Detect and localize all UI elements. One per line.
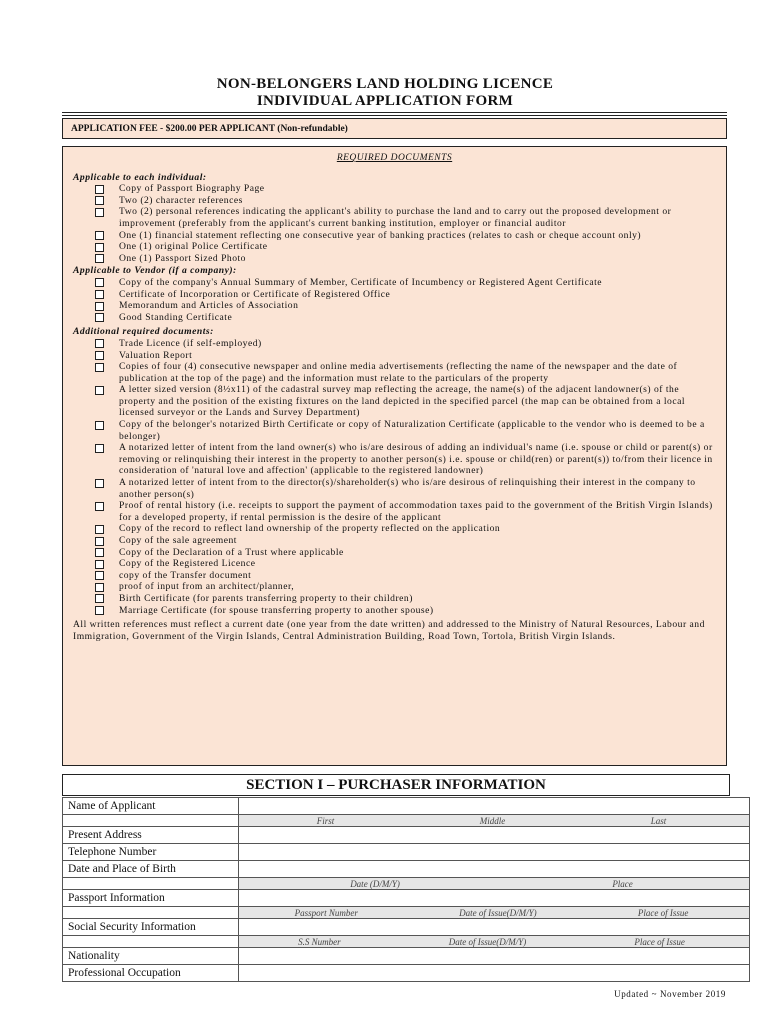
label-nationality: Nationality xyxy=(63,948,239,965)
checklist-item xyxy=(95,500,716,523)
sub-middle: Middle xyxy=(479,815,506,826)
checkbox[interactable] xyxy=(95,196,104,205)
sub-first: First xyxy=(316,815,335,826)
checklist-item-text: A notarized letter of intent from the land owner(s) who is/are desirous of adding an individual's name (i.e. spouse or child or parent(s) or removing or relinquishing their interest in the property to another person(s) i.e. spouse or child(ren) or parent(s)) to/from their licence in consideration of 'natural love and affection' (applicable to the registered landowner) xyxy=(119,442,713,477)
checklist-item xyxy=(95,230,716,242)
checkbox[interactable] xyxy=(95,339,104,348)
sub-passport-place: Place of Issue xyxy=(637,907,689,918)
row-passport xyxy=(63,890,750,907)
row-address xyxy=(63,827,750,844)
checklist-item xyxy=(95,206,716,229)
field-occupation[interactable] xyxy=(239,965,750,982)
checklist-item-text: Copy of the company's Annual Summary of Member, Certificate of Incumbency or Registered Agent Certificate xyxy=(119,276,603,288)
checklist-item xyxy=(95,350,716,362)
field-nationality[interactable] xyxy=(239,948,750,965)
checklist-item-text: One (1) Passport Sized Photo xyxy=(119,252,246,264)
checklist-item xyxy=(95,419,716,442)
label-dob: Date and Place of Birth xyxy=(63,861,239,878)
group-individual-list xyxy=(73,183,716,264)
checklist-item xyxy=(95,593,716,605)
row-dob xyxy=(63,861,750,878)
checklist-item-text: Marriage Certificate (for spouse transferring property to another spouse) xyxy=(119,604,434,616)
checkbox[interactable] xyxy=(95,185,104,194)
group-additional-label: Additional required documents: xyxy=(73,326,214,338)
checklist-item-text: Two (2) personal references indicating the applicant's ability to purchase the land and to carry out the proposed development or improvement (preferably from the applicant's current banking institution, employer or financial auditor xyxy=(119,206,672,229)
application-fee-box: APPLICATION FEE - $200.00 PER APPLICANT (Non-refundable) xyxy=(62,118,727,139)
checklist-item xyxy=(95,570,716,582)
group-additional-list xyxy=(73,338,716,616)
field-address[interactable] xyxy=(239,827,750,844)
group-individual-label: Applicable to each individual: xyxy=(73,171,207,183)
checklist-item xyxy=(95,384,716,419)
checkbox[interactable] xyxy=(95,548,104,557)
checkbox[interactable] xyxy=(95,313,104,322)
checkbox[interactable] xyxy=(95,278,104,287)
label-address: Present Address xyxy=(63,827,239,844)
checklist-item xyxy=(95,558,716,570)
checklist-item-text: Copy of the Declaration of a Trust where applicable xyxy=(119,546,344,558)
checklist-item-text: Two (2) character references xyxy=(119,194,243,206)
checkbox[interactable] xyxy=(95,351,104,360)
checklist-item xyxy=(95,241,716,253)
checklist-item xyxy=(95,442,716,477)
checklist-item-text: Copy of the sale agreement xyxy=(119,535,237,546)
checklist-item xyxy=(95,523,716,535)
checklist-item xyxy=(95,300,716,312)
checklist-item-text: Memorandum and Articles of Association xyxy=(119,300,299,312)
group-vendor-list xyxy=(73,277,716,323)
sub-passport-number: Passport Number xyxy=(294,907,358,918)
row-dob-sub xyxy=(63,878,750,890)
sub-passport-date: Date of Issue(D/M/Y) xyxy=(459,907,537,918)
row-nationality xyxy=(63,948,750,965)
checkbox[interactable] xyxy=(95,479,104,488)
checklist-item-text: A letter sized version (8½x11) of the cadastral survey map reflecting the acreage, the name(s) of the adjacent landowner(s) of the property and the position of the existing fixtures on the land depicted in the specified parcel (the map can be obtained from a local licensed surveyor or the Lands and Survey Department) xyxy=(119,384,686,419)
title-rule-upper xyxy=(62,112,727,113)
title-line-1: NON-BELONGERS LAND HOLDING LICENCE xyxy=(216,76,554,92)
row-passport-sub xyxy=(63,907,750,919)
purchaser-info-table xyxy=(62,797,750,982)
required-documents-box xyxy=(62,146,727,766)
checklist-item xyxy=(95,581,716,593)
checklist-item-text: Proof of rental history (i.e. receipts to support the payment of accommodation taxes paid to the government of the British Virgin Islands) for a developed property, if rental permission is the desire of the applicant xyxy=(119,500,713,523)
title-rule-lower xyxy=(62,115,727,116)
checklist-item-text: Copy of Passport Biography Page xyxy=(119,183,265,195)
checkbox[interactable] xyxy=(95,421,104,430)
checklist-item xyxy=(95,605,716,617)
checkbox[interactable] xyxy=(95,571,104,580)
sub-ss-place: Place of Issue xyxy=(634,936,685,947)
field-phone[interactable] xyxy=(239,844,750,861)
label-passport: Passport Information xyxy=(63,890,239,907)
label-occupation: Professional Occupation xyxy=(63,965,239,982)
row-name-sub xyxy=(63,815,750,827)
checklist-item xyxy=(95,289,716,301)
field-passport[interactable] xyxy=(239,890,750,907)
checkbox[interactable] xyxy=(95,302,104,311)
checkbox[interactable] xyxy=(95,537,104,546)
checklist-item-text: copy of the Transfer document xyxy=(119,569,252,581)
checkbox[interactable] xyxy=(95,363,104,372)
label-ssn: Social Security Information xyxy=(63,919,239,936)
checkbox[interactable] xyxy=(95,606,104,615)
checkbox[interactable] xyxy=(95,560,104,569)
field-dob[interactable] xyxy=(239,861,750,878)
label-phone: Telephone Number xyxy=(63,844,239,861)
checklist-item xyxy=(95,312,716,324)
sub-ss-number: S.S Number xyxy=(298,936,341,947)
field-name[interactable] xyxy=(239,798,750,815)
checklist-item-text: Valuation Report xyxy=(119,349,193,361)
checklist-item xyxy=(95,253,716,265)
sub-last: Last xyxy=(650,815,667,826)
checkbox[interactable] xyxy=(95,444,104,453)
checklist-item-text: Copy of the record to reflect land ownership of the property reflected on the application xyxy=(119,523,501,535)
checklist-item-text: One (1) financial statement reflecting one consecutive year of banking practices (relates to cash or cheque account only) xyxy=(119,229,642,241)
row-phone xyxy=(63,844,750,861)
checkbox[interactable] xyxy=(95,525,104,534)
checklist-item xyxy=(95,338,716,350)
required-documents-heading: REQUIRED DOCUMENTS xyxy=(336,153,453,163)
checklist-item xyxy=(95,477,716,500)
checkbox[interactable] xyxy=(95,594,104,603)
checklist-item-text: Certificate of Incorporation or Certificate of Registered Office xyxy=(119,288,391,300)
row-name xyxy=(63,798,750,815)
sub-date: Date (D/M/Y) xyxy=(350,878,400,889)
checkbox[interactable] xyxy=(95,254,104,263)
sub-ss-date: Date of Issue(D/M/Y) xyxy=(448,936,527,947)
row-ssn xyxy=(63,919,750,936)
checklist-item xyxy=(95,277,716,289)
updated-date: Updated ~ November 2019 xyxy=(614,989,726,999)
checklist-item xyxy=(95,535,716,547)
references-note: All written references must reflect a current date (one year from the date written) and addressed to the Ministry of Natural Resources, Labour and Immigration, Government of the Virgin Islands, Central Administration Building, Road Town, Tortola, British Virgin Islands. xyxy=(73,619,705,642)
section-1-title: SECTION I – PURCHASER INFORMATION xyxy=(62,774,730,796)
row-ssn-sub xyxy=(63,936,750,948)
checkbox[interactable] xyxy=(95,386,104,395)
field-ssn[interactable] xyxy=(239,919,750,936)
checklist-item-text: Copy of the belonger's notarized Birth Certificate or copy of Naturalization Certificate (applicable to the vendor who is deemed to be a belonger) xyxy=(119,419,705,442)
checklist-item-text: A notarized letter of intent from to the director(s)/shareholder(s) who is/are desirous of relinquishing their interest in the company to another person(s) xyxy=(119,477,696,500)
checklist-item xyxy=(95,183,716,195)
checklist-item-text: proof of input from an architect/planner, xyxy=(119,581,295,593)
checklist-item-text: Birth Certificate (for parents transferring property to their children) xyxy=(119,592,413,604)
group-vendor-label: Applicable to Vendor (if a company): xyxy=(73,265,237,277)
title-line-2: INDIVIDUAL APPLICATION FORM xyxy=(256,93,514,109)
checklist-item xyxy=(95,547,716,559)
checklist-item-text: Copies of four (4) consecutive newspaper and online media advertisements (reflecting the name of the newspaper and the date of publication at the top of the page) and the information must relate to the particulars of the property xyxy=(119,361,678,384)
checklist-item-text: Good Standing Certificate xyxy=(119,311,233,323)
checklist-item-text: Copy of the Registered Licence xyxy=(119,558,256,570)
checklist-item xyxy=(95,195,716,207)
checkbox[interactable] xyxy=(95,502,104,511)
checklist-item xyxy=(95,361,716,384)
checklist-item-text: One (1) original Police Certificate xyxy=(119,241,268,253)
checklist-item-text: Trade Licence (if self-employed) xyxy=(119,337,262,349)
checkbox[interactable] xyxy=(95,583,104,592)
form-title xyxy=(0,76,770,110)
checkbox[interactable] xyxy=(95,231,104,240)
label-name: Name of Applicant xyxy=(63,798,239,815)
sub-place: Place xyxy=(612,878,633,889)
checkbox[interactable] xyxy=(95,208,104,217)
checkbox[interactable] xyxy=(95,290,104,299)
row-occupation xyxy=(63,965,750,982)
checkbox[interactable] xyxy=(95,243,104,252)
